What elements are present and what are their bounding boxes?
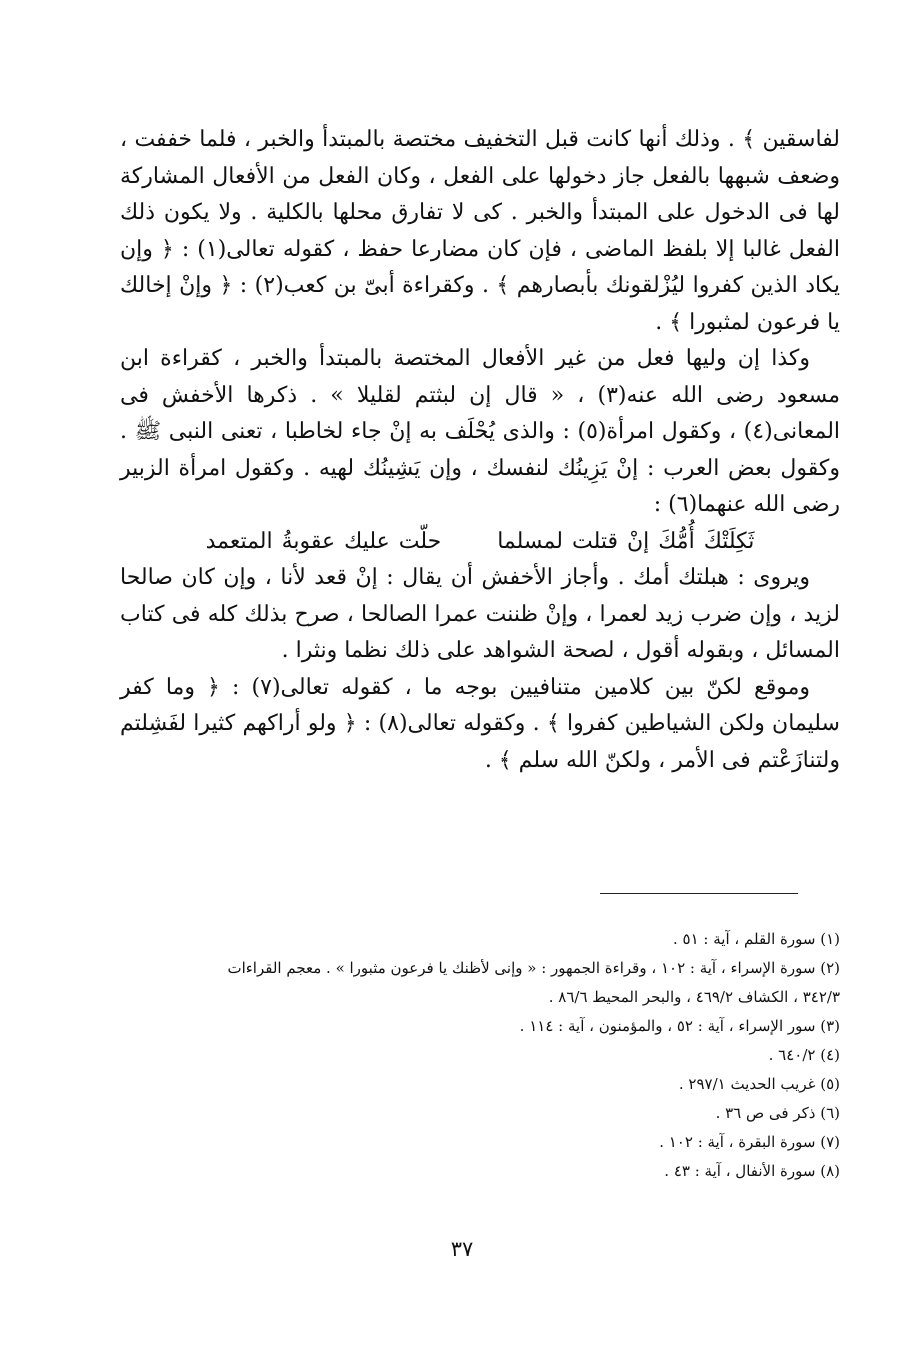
paragraph-1: لفاسقين ﴾ . وذلك أنها كانت قبل التخفيف مختصة بالمبتدأ والخبر ، فلما خففت ، وضعف شبهها بالفعل جاز دخولها على الفعل ، وكان الفعل من الأفعال المشاركة لها فى الدخول على المبتدأ والخبر . كى لا تفارق محلها بالكلية . ولا يكون ذلك الفعل غالبا إلا بلفظ الماضى ، فإن كان مضارعا حفظ ، كقوله تعالى(١) : ﴿ وإن يكاد الذين كفروا ليُزْلقونك بأبصارهم ﴾ . وكقراءة أبىّ بن كعب(٢) : ﴿ وإنْ إخالك يا فرعون لمثبورا ﴾ . xyxy=(120,127,840,335)
footnote-5: (٥) غريب الحديث ٢٩٧/١ . xyxy=(678,1075,840,1093)
verse-second-hemistich: حلّت عليك عقوبةُ المتعمد xyxy=(205,528,442,554)
footnote-2-continued: ٣٤٢/٣ ، الكشاف ٤٦٩/٢ ، والبحر المحيط ٨٦/٦ . xyxy=(548,988,840,1006)
page-number: ٣٧ xyxy=(450,1237,474,1261)
footnote-3: (٣) سور الإسراء ، آية : ٥٢ ، والمؤمنون ، آية : ١١٤ . xyxy=(519,1017,840,1035)
footnote-4: (٤) ٦٤٠/٢ . xyxy=(768,1046,840,1064)
paragraph-4: وموقع لكنّ بين كلامين متنافيين بوجه ما ، كقوله تعالى(٧) : ﴿ وما كفر سليمان ولكن الشياطين كفروا ﴾ . وكقوله تعالى(٨) : ﴿ ولو أراكهم كثيرا لفَشِلتم ولتنازَعْتم فى الأمر ، ولكنّ الله سلم ﴾ . xyxy=(120,674,840,773)
paragraph-3: ويروى : هبلتك أمك . وأجاز الأخفش أن يقال : إنْ قعد لأنا ، وإن كان صالحا لزيد ، وإن ضرب زيد لعمرا ، وإنْ ظننت عمرا الصالحا ، صرح بذلك كله فى كتاب المسائل ، وبقوله أقول ، لصحة الشواهد على ذلك نظما ونثرا . xyxy=(120,565,840,663)
footnotes xyxy=(120,925,840,1186)
footnote-8: (٨) سورة الأنفال ، آية : ٤٣ . xyxy=(664,1162,840,1180)
footnote-2: (٢) سورة الإسراء ، آية : ١٠٢ ، وقراءة الجمهور : « وإنى لأظنك يا فرعون مثبورا » . معجم القراءات xyxy=(227,959,840,977)
footnote-7: (٧) سورة البقرة ، آية : ١٠٢ . xyxy=(659,1133,840,1151)
footnote-divider xyxy=(600,893,798,894)
main-text xyxy=(120,122,840,779)
paragraph-2: وكذا إن وليها فعل من غير الأفعال المختصة بالمبتدأ والخبر ، كقراءة ابن مسعود رضى الله عنه(٣) ، « قال إن لبثتم لقليلا » . ذكرها الأخفش فى المعانى(٤) ، وكقول امرأة(٥) : والذى يُحْلَف به إنْ جاء لخاطبا ، تعنى النبى ﷺ . وكقول بعض العرب : إنْ يَزِينُك لنفسك ، وإن يَشِينُك لهيه . وكقول امرأة الزبير رضى الله عنهما(٦) : xyxy=(120,346,841,517)
verse-first-hemistich: ثَكِلَتْكَ أُمُّكَ إنْ قتلت لمسلما xyxy=(497,528,755,554)
footnote-1: (١) سورة القلم ، آية : ٥١ . xyxy=(672,930,840,948)
footnote-6: (٦) ذكر فى ص ٣٦ . xyxy=(715,1104,840,1122)
poetry-verse xyxy=(120,524,840,561)
